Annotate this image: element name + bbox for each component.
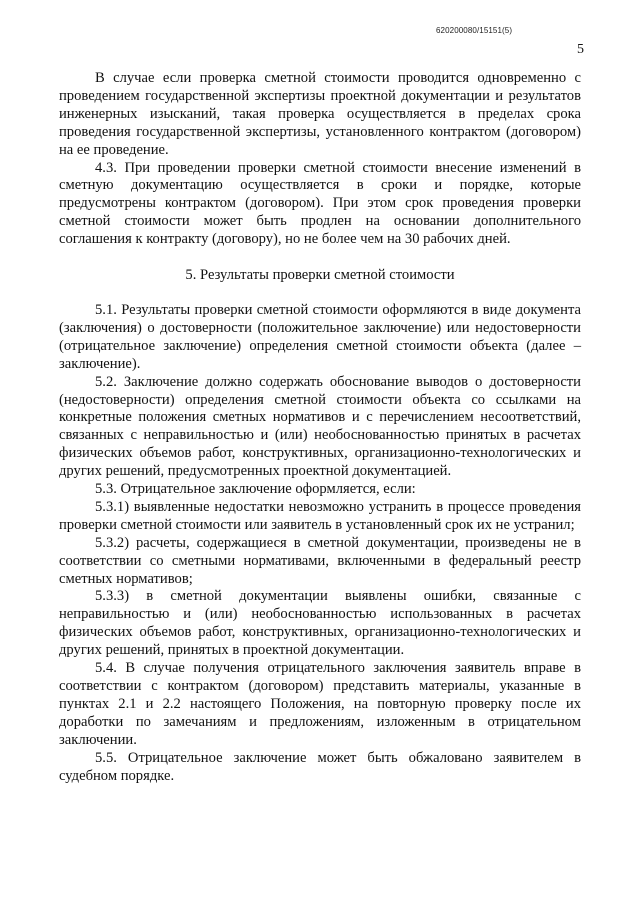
paragraph-5-3-3: 5.3.3) в сметной документации выявлены ошибки, связанные с неправильностью и (или) необоснованностью использованных в расчетах физических объемов работ, конструктивных, организационно-технологических и других решений, принятых в проектной документации. [59,588,581,659]
paragraph-5-4: 5.4. В случае получения отрицательного заключения заявитель вправе в соответствии с контрактом (договором) представить материалы, указанные в пунктах 2.1 и 2.2 настоящего Положения, на повторную проверку после их доработки по замечаниям и предложениям, изложенным в отрицательном заключении. [59,660,581,748]
page-number: 5 [577,42,584,57]
paragraph-4-3: 4.3. При проведении проверки сметной стоимости внесение изменений в сметную документацию осуществляется в сроки и порядке, которые предусмотрены контрактом (договором). При этом срок проведения проверки сметной стоимости может быть продлен на основании дополнительного соглашения к контракту (договору), но не более чем на 30 рабочих дней. [59,159,581,248]
paragraph-5-2: 5.2. Заключение должно содержать обоснование выводов о достоверности (недостоверности) определения сметной стоимости объекта со ссылками на конкретные положения сметных нормативов и с перечислением несоответствий, связанных с неправильностью и (или) необоснованностью принятых в расчетах физических объемов работ, конструктивных, организационно-технологических и других решений, предусмотренных проектной документацией. [59,373,581,480]
document-body [59,70,581,785]
section-heading: 5. Результаты проверки сметной стоимости [185,267,455,284]
paragraph-5-1: 5.1. Результаты проверки сметной стоимости оформляются в виде документа (заключения) о достоверности (положительное заключение) или недостоверности (отрицательное заключение) определения сметной стоимости объекта (далее – заключение). [59,301,581,372]
paragraph-expertise-timing: В случае если проверка сметной стоимости проводится одновременно с проведением государственной экспертизы проектной документации и результатов инженерных изысканий, такая проверка осуществляется в пределах срока проведения государственной экспертизы, установленного контрактом (договором) на ее проведение. [59,70,581,158]
paragraph-5-5: 5.5. Отрицательное заключение может быть обжаловано заявителем в судебном порядке. [59,749,581,784]
paragraph-5-3: 5.3. Отрицательное заключение оформляется, если: [95,481,416,498]
document-code: 620200080/15151(5) [436,26,513,35]
paragraph-5-3-2: 5.3.2) расчеты, содержащиеся в сметной документации, произведены не в соответствии со сметными нормативами, включенными в федеральный реестр сметных нормативов; [59,534,581,587]
paragraph-5-3-1: 5.3.1) выявленные недостатки невозможно устранить в процессе проведения проверки сметной стоимости или заявитель в установленный срок их не устранил; [59,498,581,533]
